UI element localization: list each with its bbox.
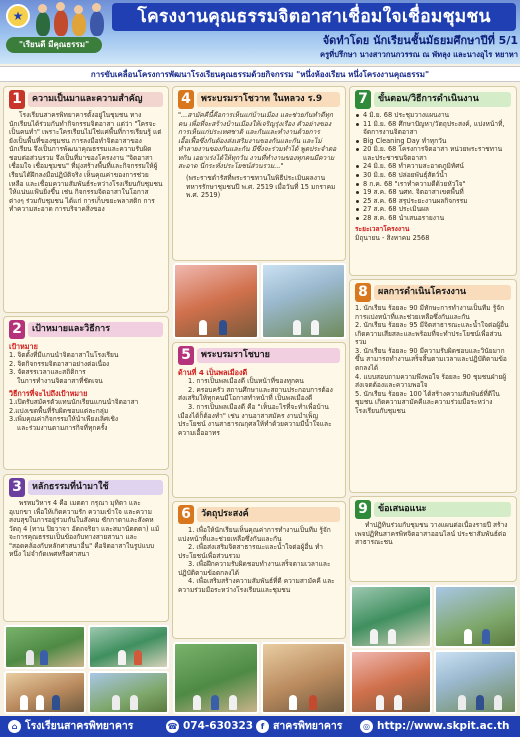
- section-dharma: [3, 474, 169, 622]
- procedure-step: 11 มิ.ย. 68 ศึกษาปัญหา/วัตถุประสงค์, แบ่งหน้าที่, จัดการงานจิตอาสา: [355, 120, 511, 137]
- header-banner: [0, 0, 520, 64]
- footer-website[interactable]: [360, 716, 509, 737]
- activity-photo: [350, 650, 432, 714]
- advisor-line: ครูที่ปรึกษา นางสาวกนกวรรณ ณ พัทลุง และนางอุไร หยาหา: [320, 50, 518, 59]
- section-number: 8: [355, 283, 371, 302]
- school-logo-icon: ★: [6, 4, 30, 28]
- student-figure: [72, 13, 86, 36]
- suggestion-text: ทำปฏิทินร่วมกับชุมชน วางแผนต่อเนื่องรายปี สร้างเพจปฏิทินสาครพิทจิตอาสาออนไลน์ ประชาสัมพันธ์ต่อสาธารณะชน: [355, 521, 508, 547]
- royal-quote: "...สามัคคีนี้คือการเห็นแก่บ้านเมือง และช่วยกันทำดีทุกคน เพื่อที่จะสร้างบ้านเมืองให้เจริญรุ่งเรือง ตัวอย่างของการเห็นแก่ประเทศชาติ และกันและทำงานด้วยการเอื้อเฟื้อซึ่งกันต้องส่งเสริมงานของกันและกัน และไม่ทำลายงานของกันและกัน มีซึ่งจะร่วมทำได้ พูดประจำดอทกิน เอยาเร่งได้ให้ทุกวัน งานที่ทำงานของทุกคนมีความสะอาด นี่กระทั่งประโยชน์ส่วนรวม...": [178, 111, 337, 171]
- section-number: 9: [355, 500, 371, 519]
- procedure-step: 20 มิ.ย. 68 โครงการจิตอาสา หน่วยพระราชทานและประชาชนจิตอาสา: [355, 145, 511, 162]
- student-figure: [36, 12, 50, 36]
- result-item: 5. นักเรียน ร้อยละ 100 ได้สร้างความสัมพันธ์ที่ดีในชุมชน เกิดความสามัคคีและความร่วมมือระหว่างโรงเรียนกับชุมชน: [355, 389, 500, 415]
- section-goals-methods: [3, 316, 169, 470]
- method-item: และร่วมงานตามภารกิจที่ทุกครั้ง: [17, 423, 108, 432]
- policy-item: 1. การเป็นพลเมืองดี เป็นหน้าที่ของทุกคน: [188, 377, 304, 386]
- goal-item: 3. จัดสรรเวลาและสถิติการ: [9, 368, 86, 377]
- activity-photo: [88, 671, 169, 714]
- goal-item: ในการทำงานจิตอาสาที่ชัดเจน: [17, 377, 103, 386]
- section-title: ข้อเสนอแนะ: [374, 502, 511, 517]
- footer-phone-number: 074-630323: [183, 719, 254, 732]
- student-figure: [90, 11, 104, 36]
- background-text: โรงเรียนสาครพิทยาคารตั้งอยู่ในชุมชน ทางนักเรียนได้ร่วมกันทำกิจกรรมจิตอาสา แต่ว่า "ใครจะเป็นคนทำ" เพราะใครเรียนไม่ใช่แค่พื้นที่การเรียนรู้ แต่ยังเป็นพื้นที่ของชุมชน การลงมือทำจิตอาสาของนักเรียน จึงเป็นการพัฒนาคุณธรรมและความรับผิดชอบต่อส่วนรวม จึงเป็นที่มาของโครงงาน "จิตอาสาเชื่อมใจ เชื่อมชุมชน" ที่มุ่งสร้างพื้นที่และกิจกรรมให้ผู้เรียนได้ฝึกลงมือปฏิบัติจริง เห็นคุณค่าของการช่วยเหลือ และเชื่อมความสัมพันธ์ระหว่างโรงเรียนกับชุมชนให้แน่นแฟ้นยิ่งขึ้น เช่น กิจกรรมจิตอาสาในโอกาสต่างๆ ร่วมกับชุมชน ได้แก่ การเก็บขยะพลาสติก การทำความสะอาด การบริจาคสิ่งของ: [9, 111, 163, 214]
- footer-facebook[interactable]: [256, 716, 342, 737]
- objective-item: 4. เพื่อเสริมสร้างความสัมพันธ์ที่ดี ความสามัคคี และความร่วมมือระหว่างโรงเรียนและชุมชน: [178, 577, 335, 594]
- procedure-step: 28 ส.ค. 68 นำเสนอรายงาน: [355, 214, 511, 223]
- method-item: 2.แบ่งเขตพื้นที่รับผิดชอบแต่ละกลุ่ม: [9, 406, 109, 415]
- section-royal-speech: [172, 86, 346, 261]
- section-title: ความเป็นมาและความสำคัญ: [28, 92, 163, 107]
- page-title: โครงงานคุณธรรมจิตอาสาเชื่อมใจเชื่อมชุมชน: [112, 3, 516, 31]
- objective-item: 1. เพื่อให้นักเรียนเห็นคุณค่าการทำงานเป็นทีม รู้จักแบ่งหน้าที่และช่วยเหลือซึ่งกันและกัน: [178, 526, 331, 543]
- procedure-step: 19 ส.ค. 68 นศท. จิตอาสาเขตพื้นที่: [355, 188, 511, 197]
- section-title: ผลการดำเนินโครงงาน: [374, 285, 511, 300]
- activity-photo: [4, 671, 86, 714]
- procedure-step: 24 มิ.ย. 68 ทำความสะอาดภูมิทัศน์: [355, 162, 511, 171]
- duration-value: มิถุนายน - สิงหาคม 2568: [355, 233, 430, 242]
- quote-citation: (พระราชดำรัสที่พระราชทานในพิธีประเมินผลงานทหารรักษาชุมชนปี พ.ศ. 2519 เมื่อวันที่ 15 มกราคม พ.ศ. 2519): [186, 173, 336, 200]
- footer-school: [8, 716, 133, 737]
- section-suggestions: [349, 496, 517, 582]
- objective-item: 3. เพื่อฝึกความรับผิดชอบทำงานเสร็จตามเวลาและปฏิบัติตามข้อตกลงได้: [178, 560, 331, 577]
- section-number: 4: [178, 90, 194, 109]
- section-title: หลักธรรมที่นำมาใช้: [28, 480, 163, 495]
- footer-bar: [0, 716, 520, 737]
- activity-photo: [173, 263, 259, 339]
- procedure-step: 25 ส.ค. 68 สรุประยะงานผลกิจกรรม: [355, 197, 511, 206]
- section-title: เป้าหมายและวิธีการ: [28, 322, 163, 337]
- section-royal-policy: [172, 342, 346, 498]
- procedure-step: 8 ก.ค. 68 "เราทำความดีด้วยหัวใจ": [355, 180, 511, 189]
- policy-item: 2. ครอบครัว สถานศึกษาและสถานประกอบการต้องส่งเสริมให้ทุกคนมีโอกาสทำหน้าที่ เป็นพลเมืองดี: [178, 385, 333, 403]
- result-item: 4. แบบสอบถามความพึงพอใจ ร้อยละ 90 ชุมชนฝ่ายผู้ส่งเจตต้องและความพอใจ: [355, 372, 507, 390]
- author-line: จัดทำโดย นักเรียนชั้นมัธยมศึกษาปีที่ 5/1: [322, 34, 518, 47]
- section-results: [349, 279, 517, 493]
- footer-phone[interactable]: [166, 716, 253, 737]
- methods-label: วิธีการที่จะไปถึงเป้าหมาย: [9, 388, 88, 398]
- activity-photo: [261, 263, 346, 339]
- activity-photo: [261, 642, 346, 714]
- section-number: 6: [178, 505, 194, 524]
- footer-website-url: http://www.skpit.ac.th: [377, 719, 510, 732]
- section-title: วัตถุประสงค์: [197, 507, 340, 522]
- section-number: 3: [9, 478, 25, 497]
- section-background: [3, 86, 169, 313]
- section-number: 1: [9, 90, 25, 109]
- section-title: พระบรมราโชบาย: [197, 348, 340, 363]
- section-number: 5: [178, 346, 194, 365]
- procedure-step: 4 มิ.ย. 68 ประชุมวางแผนงาน: [355, 111, 511, 120]
- activity-photo: [350, 585, 432, 648]
- policy-item: 3. การเป็นพลเมืองดี คือ "เห็นอะไรที่จะทำเพื่อบ้านเมืองได้ก็ต้องทำ" เช่น งานอาสาสมัคร งานบำเพ็ญประโยชน์ งานสาธารณกุศลให้ทำด้วยความมีน้ำใจและความเอื้ออาทร: [178, 403, 332, 437]
- footer-school-name: โรงเรียนสาครพิทยาคาร: [25, 719, 134, 732]
- section-title: พระบรมราโชวาท ในหลวง ร.9: [197, 92, 340, 107]
- goal-item: 1. จิตตั้งที่มีแกนนำจิตอาสาในโรงเรียน: [9, 351, 119, 360]
- method-item: 1.เปิดรับสมัครตัวแทนนักเรียนแกนนำจิตอาสา: [9, 397, 139, 406]
- method-item: 3.เพิ่มคุณค่ากิจกรรมให้นำเพียงเลิศเชิง: [9, 415, 119, 424]
- section-number: 2: [9, 320, 25, 339]
- school-motto: "เรียนดี มีคุณธรรม": [6, 37, 102, 53]
- procedure-step: 27 ส.ค. 68 ประเมินผล: [355, 205, 511, 214]
- result-item: 3. นักเรียน ร้อยละ 90 มีความรับผิดชอบและวินัยมากขึ้น สามารถทำงานเสร็จสิ้นตามเวลาและปฏิบัติตามข้อตกลงได้: [355, 346, 507, 372]
- activity-photo: [88, 625, 169, 669]
- section-number: 7: [355, 90, 371, 109]
- procedure-step: 30 มิ.ย. 68 ปล่อยพันธุ์สัตว์น้ำ: [355, 171, 511, 180]
- result-item: 1. นักเรียน ร้อยละ 90 มีทักษะการทำงานเป็นทีม รู้จักการแบ่งหน้าที่และช่วยเหลือซึ่งกันและกัน: [355, 304, 505, 321]
- duration-label: ระยะเวลาโครงงาน: [355, 225, 410, 234]
- result-item: 2. นักเรียน ร้อยละ 95 มีจิตสาธารณะและน้ำใจต่อผู้อื่น เกิดความเสียสละและพร้อมที่จะทำประโยชน์เพื่อส่วนรวม: [355, 321, 509, 347]
- student-figure: [54, 10, 68, 36]
- activity-photo: [173, 642, 259, 714]
- activity-photo: [434, 585, 517, 648]
- footer-facebook-name: สาครพิทยาคาร: [273, 719, 343, 732]
- section-objectives: [172, 501, 346, 639]
- procedure-list: [355, 111, 511, 222]
- policy-subheading: ด้านที่ 4 เป็นพลเมืองดี: [178, 368, 248, 377]
- goals-label: เป้าหมาย: [9, 342, 38, 351]
- activity-photo: [4, 625, 86, 669]
- facebook-icon: f: [256, 720, 269, 733]
- objective-item: 2. เพื่อส่งเสริมจิตสาธารณะและน้ำใจต่อผู้อื่น ทำประโยชน์เพื่อส่วนรวม: [178, 543, 324, 560]
- activity-photo: [434, 650, 517, 714]
- project-subtitle: การขับเคลื่อนโครงการพัฒนาโรงเรียนคุณธรรมด้วยกิจกรรม "หนึ่งห้องเรียน หนึ่งโครงงานคุณธรรม": [0, 66, 520, 82]
- procedure-step: Big Cleaning Day ทำทุกวัน: [355, 137, 511, 146]
- phone-icon: ☎: [167, 722, 178, 731]
- school-icon: ⌂: [8, 720, 21, 733]
- section-procedure: [349, 86, 517, 276]
- section-title: ขั้นตอน/วิธีการดำเนินงาน: [374, 92, 511, 107]
- globe-icon: ◎: [360, 720, 373, 733]
- dharma-text: พรหมวิหาร 4 คือ เมตตา กรุณา มุทิตา และอุเบกขา เพื่อให้เกิดความรัก ความเข้าใจ และความสงบสุขในการอยู่ร่วมกันในสังคม ซักกาตาและสังคหวัตถุ 4 (ทาน ปิยวาจา อัตถจริยา และสมานัตตตา) แม้จะการคุณธรรมเป็นข้องกับทางสายสานา และ "สอดคล้องกับหลักศาสนาอื่น" คือจิตอาสาในรูปแบบหนึ่ง ไม่จำกัดเพศหรือศาสนา: [9, 499, 160, 559]
- goal-item: 2. จิตกิจกรรมจิตอาสาอย่างต่อเนื่อง: [9, 359, 110, 368]
